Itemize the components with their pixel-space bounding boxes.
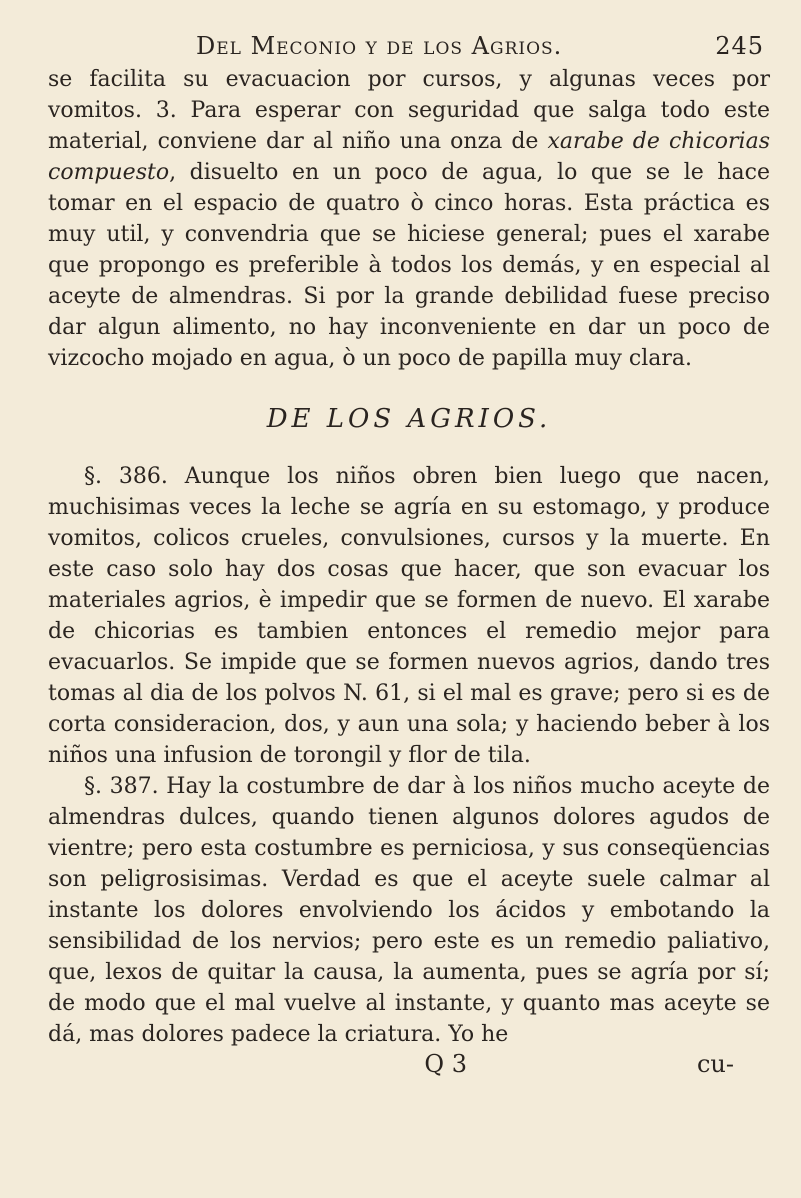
remedy-name: xarabe de chicorias compuesto bbox=[48, 129, 770, 185]
paragraph-386: §. 386. Aunque los niños obren bien luego que nacen, muchisimas veces la leche se agría en su estomago, y produce vomitos, colicos crueles, convulsiones, cursos y la muerte. En este caso solo hay dos cosas que hacer, que son evacuar los materiales agrios, è impedir que se formen de nuevo. El xarabe de chicorias es tambien entonces el remedio mejor para evacuarlos. Se impide que se formen nuevos agrios, dando tres tomas al dia de los polvos N. 61, si el mal es grave; pero si es de corta consideracion, dos, y aun una sola; y haciendo beber à los niños una infusion de torongil y flor de tila. bbox=[48, 464, 770, 768]
running-head-title: Del Meconio y de los Agrios. bbox=[196, 32, 563, 60]
running-head bbox=[48, 32, 770, 60]
page-footer bbox=[48, 1050, 770, 1078]
catchword: cu- bbox=[696, 1050, 734, 1078]
paragraph-continuation: se facilita su evacuacion por cursos, y algunas veces por vomitos. 3. Para esperar con seguridad que salga todo este material, conviene dar al niño una onza de xarabe de chicorias compuesto, disuelto en un poco de agua, lo que se le hace tomar en el espacio de quatro ò cinco horas. Esta práctica es muy util, y convendria que se hiciese general; pues el xarabe que propongo es preferible à todos los demás, y en especial al aceyte de almendras. Si por la grande debilidad fuese preciso dar algun alimento, no hay inconveniente en dar un poco de vizcocho mojado en agua, ò un poco de papilla muy clara. bbox=[48, 67, 770, 371]
signature-mark: Q 3 bbox=[424, 1050, 467, 1078]
body-text bbox=[48, 64, 770, 1050]
section-heading: DE LOS AGRIOS. bbox=[266, 404, 552, 434]
page-number: 245 bbox=[715, 32, 764, 60]
book-page bbox=[48, 32, 770, 1182]
paragraph-387: §. 387. Hay la costumbre de dar à los niños mucho aceyte de almendras dulces, quando tienen algunos dolores agudos de vientre; pero esta costumbre es perniciosa, y sus conseqüencias son peligrosisimas. Verdad es que el aceyte suele calmar al instante los dolores envolviendo los ácidos y embotando la sensibilidad de los nervios; pero este es un remedio paliativo, que, lexos de quitar la causa, la aumenta, pues se agría por sí; de modo que el mal vuelve al instante, y quanto mas aceyte se dá, mas dolores padece la criatura. Yo he bbox=[48, 774, 770, 1047]
